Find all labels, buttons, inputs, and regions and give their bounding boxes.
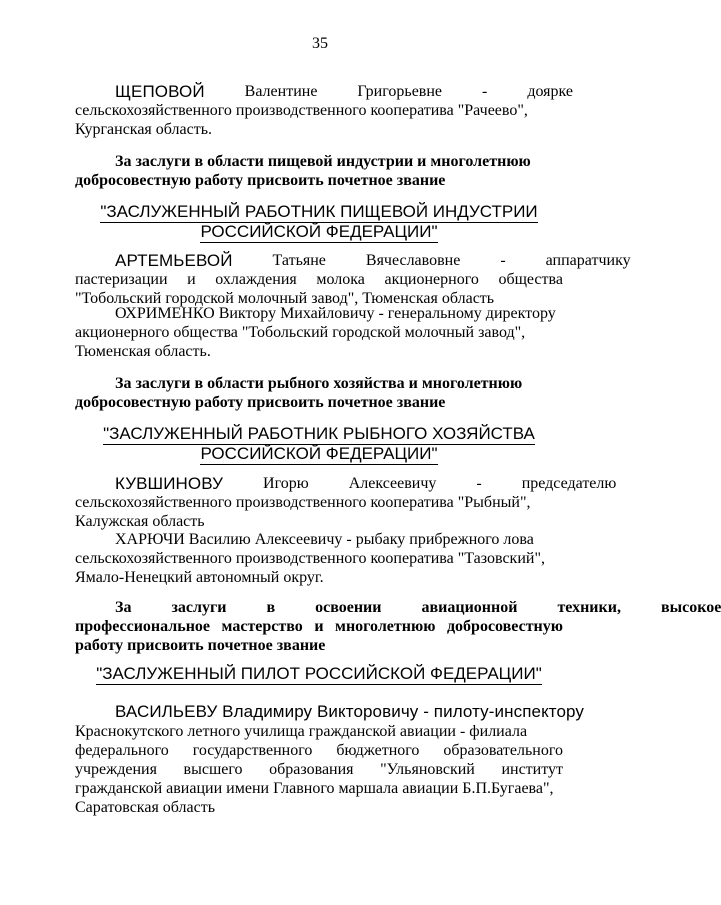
entry-line: Краснокутского летного училища гражданской авиации - филиала bbox=[75, 723, 528, 740]
honorary-title-pilot: "ЗАСЛУЖЕННЫЙ ПИЛОТ РОССИЙСКОЙ ФЕДЕРАЦИИ" bbox=[96, 664, 542, 683]
entry-line: ОХРИМЕНКО Виктору Михайловичу - генеральному директору bbox=[115, 305, 556, 322]
honorary-title-fisheries: "ЗАСЛУЖЕННЫЙ РАБОТНИК РЫБНОГО ХОЗЯЙСТВА РОССИЙСКОЙ ФЕДЕРАЦИИ" bbox=[103, 424, 535, 463]
entry-line: Калужская область bbox=[75, 513, 205, 530]
award-entry-artemyeva bbox=[75, 251, 631, 308]
entry-line: гражданской авиации имени Главного маршала авиации Б.П.Бугаева", bbox=[75, 780, 554, 797]
entry-line: "Тобольский городской молочный завод", Тюменская область bbox=[75, 290, 495, 307]
entry-line: АРТЕМЬЕВОЙ Татьяне Вячеславовне - аппаратчику bbox=[115, 251, 631, 270]
award-entry-okhrimenko bbox=[75, 304, 563, 361]
award-entry-kuvshinov bbox=[75, 474, 617, 531]
entry-line: ЩЕПОВОЙ Валентине Григорьевне - доярке bbox=[115, 82, 574, 101]
award-entry-haryuchi bbox=[75, 530, 563, 587]
entry-line: Курганская область. bbox=[75, 121, 213, 138]
honorary-title-food-industry: "ЗАСЛУЖЕННЫЙ РАБОТНИК ПИЩЕВОЙ ИНДУСТРИИ РОССИЙСКОЙ ФЕДЕРАЦИИ" bbox=[100, 202, 538, 241]
decree-text-fisheries: За заслуги в области рыбного хозяйства и многолетнюю добросовестную работу присвоить почетное звание bbox=[75, 375, 523, 411]
entry-line: пастеризации и охлаждения молока акционерного общества bbox=[75, 271, 563, 288]
entry-line: сельскохозяйственного производственного кооператива "Тазовский", bbox=[75, 550, 545, 567]
entry-line: ХАРЮЧИ Василию Алексеевичу - рыбаку прибрежного лова bbox=[115, 531, 534, 548]
decree-text-aviation: За заслуги в освоении авиационной техники, высокое профессиональное мастерство и многолетнюю добросовестную работу присвоить почетное звание bbox=[75, 599, 721, 654]
entry-line: федерального государственного бюджетного образовательного bbox=[75, 742, 563, 759]
entry-line: учреждения высшего образования "Ульяновский институт bbox=[75, 761, 563, 778]
entry-line: Тюменская область. bbox=[75, 343, 211, 360]
entry-line: Ямало-Ненецкий автономный округ. bbox=[75, 569, 324, 586]
page-number: 35 bbox=[312, 35, 328, 52]
entry-line: КУВШИНОВУ Игорю Алексеевичу - председателю bbox=[115, 474, 617, 493]
award-entry-vasilyev bbox=[75, 702, 585, 817]
entry-line: ВАСИЛЬЕВУ Владимиру Викторовичу - пилоту-инспектору bbox=[115, 702, 585, 721]
entry-line: сельскохозяйственного производственного кооператива "Рачеево", bbox=[75, 102, 528, 119]
decree-text-food-industry: За заслуги в области пищевой индустрии и многолетнюю добросовестную работу присвоить почетное звание bbox=[75, 153, 531, 189]
entry-line: акционерного общества "Тобольский городской молочный завод", bbox=[75, 324, 526, 341]
award-entry-shchepova bbox=[75, 82, 574, 139]
entry-line: Саратовская область bbox=[75, 799, 216, 816]
entry-line: сельскохозяйственного производственного кооператива "Рыбный", bbox=[75, 494, 531, 511]
